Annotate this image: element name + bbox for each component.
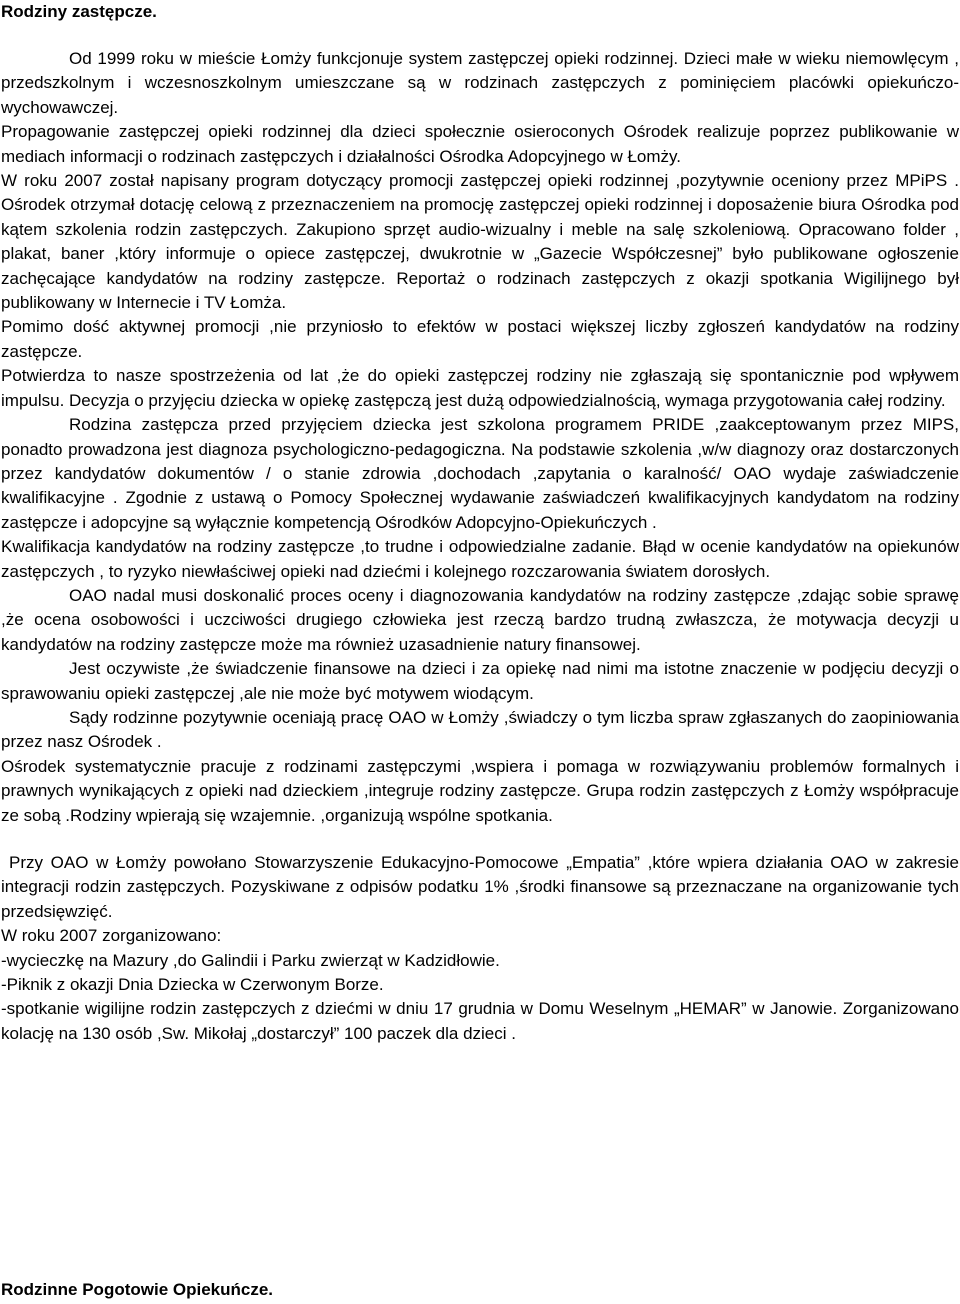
- list-item-picnic: -Piknik z okazji Dnia Dziecka w Czerwonym Borze.: [1, 975, 384, 995]
- paragraph-courts: Sądy rodzinne pozytywnie oceniają pracę OAO w Łomży ,świadczy o tym liczba spraw zgłaszanych do zaopiniowania przez nasz Ośrodek .: [1, 707, 959, 752]
- paragraph-intro: Od 1999 roku w mieście Łomży funkcjonuje system zastępczej opieki rodzinnej. Dzieci małe w wieku niemowlęcym , przedszkolnym i wczesnoszkolnym umieszczane są w rodzinach zastępczych z pominięciem placówki opiekuńczo- wychowawczej.: [1, 49, 959, 117]
- paragraph-empatia: Przy OAO w Łomży powołano Stowarzyszenie Edukacyjno-Pomocowe „Empatia” ,które wpiera działania OAO w zakresie integracji rodzin zastępczych. Pozyskiwane z odpisów podatku 1% ,środki finansowe są przeznaczane na organizowanie tych przedsięwzięć.: [1, 853, 959, 921]
- section-title: Rodziny zastępcze.: [1, 2, 157, 21]
- paragraph-program-2007: W roku 2007 został napisany program dotyczący promocji zastępczej opieki rodzinnej ,pozytywnie oceniony przez MPiPS . Ośrodek otrzymał dotację celową z przeznaczeniem na promocję zastępczej opieki rodzinnej i doposażenie biura Ośrodka pod kątem szkolenia rodzin zastępczych. Zakupiono sprzęt audio-wizualny i meble na salę szkoleniową. Opracowano folder , plakat, baner ,który informuje o opiece zastępczej, dwukrotnie w „Gazecie Współczesnej” było publikowane ogłoszenie zachęcające kandydatów na rodziny zastępcze. Reportaż o rodzinach zastępczych z okazji spotkania Wigilijnego był publikowany w Internecie i TV Łomża.: [1, 171, 959, 313]
- list-item-trip: -wycieczkę na Mazury ,do Galindii i Parku zwierząt w Kadzidłowie.: [1, 950, 500, 970]
- list-intro: W roku 2007 zorganizowano:: [1, 926, 222, 946]
- paragraph-financial: Jest oczywiste ,że świadczenie finansowe na dzieci i za opiekę nad nimi ma istotne znaczenie w podjęciu decyzji o sprawowaniu opieki zastępczej ,ale nie może być motywem wiodącym.: [1, 659, 959, 703]
- list-item-christmas-meeting: -spotkanie wigilijne rodzin zastępczych z dziećmi w dniu 17 grudnia w Domu Weselnym „HEMAR” w Janowie. Zorganizowano kolację na 130 osób ,Sw. Mikołaj „dostarczył” 100 paczek dla dzieci .: [1, 999, 959, 1043]
- next-section-title: Rodzinne Pogotowie Opiekuńcze.: [1, 1280, 274, 1299]
- paragraph-promotion: Propagowanie zastępczej opieki rodzinnej dla dzieci społecznie osieroconych Ośrodek realizuje poprzez publikowanie w mediach informacji o rodzinach zastępczych i działalności Ośrodka Adopcyjnego w Łomży.: [1, 122, 959, 166]
- paragraph-pride-training: Rodzina zastępcza przed przyjęciem dziecka jest szkolona programem PRIDE ,zaakceptowanym przez MIPS, ponadto prowadzona jest diagnoza psychologiczno-pedagogiczna. Na podstawie szkolenia ,w/w diagnozy oraz dostarczonych przez kandydatów dokumentów / o stanie zdrowia ,dochodach ,zapytania o karalność/ OAO wydaje zaświadczenie kwalifikacyjne . Zgodnie z ustawą o Pomocy Społecznej wydawanie zaświadczeń kwalifikacyjnych kandydatom na rodziny zastępcze i adopcyjne są wyłącznie kompetencją Ośrodków Adopcyjno-Opiekuńczych .: [1, 415, 959, 532]
- paragraph-observations: Potwierdza to nasze spostrzeżenia od lat ,że do opieki zastępczej rodziny nie zgłaszają się spontanicznie pod wpływem impulsu. Decyzja o przyjęciu dziecka w opiekę zastępczą jest dużą odpowiedzialnością, wymaga przygotowania całej rodziny.: [1, 366, 959, 410]
- paragraph-support: Ośrodek systematycznie pracuje z rodzinami zastępczymi ,wspiera i pomaga w rozwiązywaniu problemów formalnych i prawnych wynikających z opieki nad dzieckiem ,integruje rodziny zastępcze. Grupa rodzin zastępczych z Łomży współpracuje ze sobą .Rodziny wpierają się wzajemnie. ,organizują wspólne spotkania.: [1, 756, 959, 825]
- paragraph-oao-assessment: OAO nadal musi doskonalić proces oceny i diagnozowania kandydatów na rodziny zastępcze ,zdając sobie sprawę ,że ocena osobowości i uczciwości drugiego człowieka jest rzeczą bardzo trudną zwłaszcza, że motywacja decyzji u kandydatów na rodziny zastępcze może ma również uzasadnienie natury finansowej.: [1, 585, 959, 654]
- paragraph-qualification: Kwalifikacja kandydatów na rodziny zastępcze ,to trudne i odpowiedzialne zadanie. Błąd w ocenie kandydatów na opiekunów zastępczych , to ryzyko niewłaściwej opieki nad dziećmi i kolejnego rozczarowania światem dorosłych.: [1, 537, 959, 581]
- paragraph-promotion-effects: Pomimo dość aktywnej promocji ,nie przyniosło to efektów w postaci większej liczby zgłoszeń kandydatów na rodziny zastępcze.: [1, 317, 959, 361]
